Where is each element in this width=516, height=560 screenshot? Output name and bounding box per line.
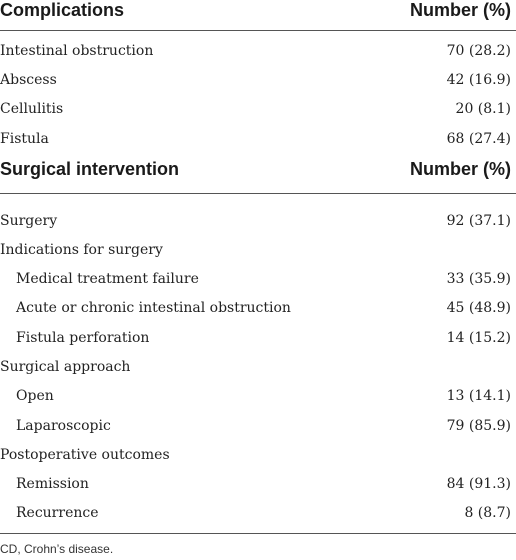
row-value: 8 (8.7) xyxy=(464,505,511,521)
row-label: Surgery xyxy=(0,213,58,229)
table-row xyxy=(0,476,516,496)
row-label: Laparoscopic xyxy=(16,418,111,434)
table-row xyxy=(0,213,516,233)
table-row xyxy=(0,447,516,467)
bottom-rule xyxy=(0,533,516,534)
row-value: 68 (27.4) xyxy=(446,131,511,147)
header-rule xyxy=(0,30,516,31)
table-row xyxy=(0,505,516,525)
table-row xyxy=(0,330,516,350)
row-label: Intestinal obstruction xyxy=(0,43,154,59)
row-value: 20 (8.1) xyxy=(455,101,511,117)
section-title: Surgical intervention xyxy=(0,159,180,179)
row-value: 84 (91.3) xyxy=(446,476,511,492)
row-label: Indications for surgery xyxy=(0,242,163,258)
row-label: Medical treatment failure xyxy=(16,271,199,287)
footnote: CD, Crohn’s disease. xyxy=(0,542,114,556)
row-label: Recurrence xyxy=(16,505,99,521)
table-row xyxy=(0,300,516,320)
row-value: 45 (48.9) xyxy=(446,300,511,316)
table-row xyxy=(0,43,516,63)
table-row xyxy=(0,72,516,92)
row-label: Fistula perforation xyxy=(16,330,150,346)
section-title: Complications xyxy=(0,0,125,20)
row-label: Open xyxy=(16,388,54,404)
row-value: 79 (85.9) xyxy=(446,418,511,434)
row-label: Surgical approach xyxy=(0,359,131,375)
table-row xyxy=(0,101,516,121)
row-value: 92 (37.1) xyxy=(446,213,511,229)
row-label: Remission xyxy=(16,476,89,492)
table-row xyxy=(0,418,516,438)
row-label: Abscess xyxy=(0,72,57,88)
section-header-surgical-intervention xyxy=(0,159,516,183)
row-label: Cellulitis xyxy=(0,101,64,117)
row-label: Postoperative outcomes xyxy=(0,447,170,463)
row-value: 33 (35.9) xyxy=(446,271,511,287)
table-row xyxy=(0,242,516,262)
row-label: Acute or chronic intestinal obstruction xyxy=(16,300,291,316)
row-value: 42 (16.9) xyxy=(446,72,511,88)
header-rule xyxy=(0,193,516,194)
row-value: 13 (14.1) xyxy=(446,388,511,404)
table-row xyxy=(0,388,516,408)
table-row xyxy=(0,359,516,379)
section-header-complications xyxy=(0,0,516,24)
table-row xyxy=(0,271,516,291)
column-header-number: Number (%) xyxy=(409,0,511,20)
row-value: 70 (28.2) xyxy=(446,43,511,59)
table-row xyxy=(0,131,516,151)
column-header-number: Number (%) xyxy=(409,159,511,179)
row-label: Fistula xyxy=(0,131,49,147)
row-value: 14 (15.2) xyxy=(446,330,511,346)
